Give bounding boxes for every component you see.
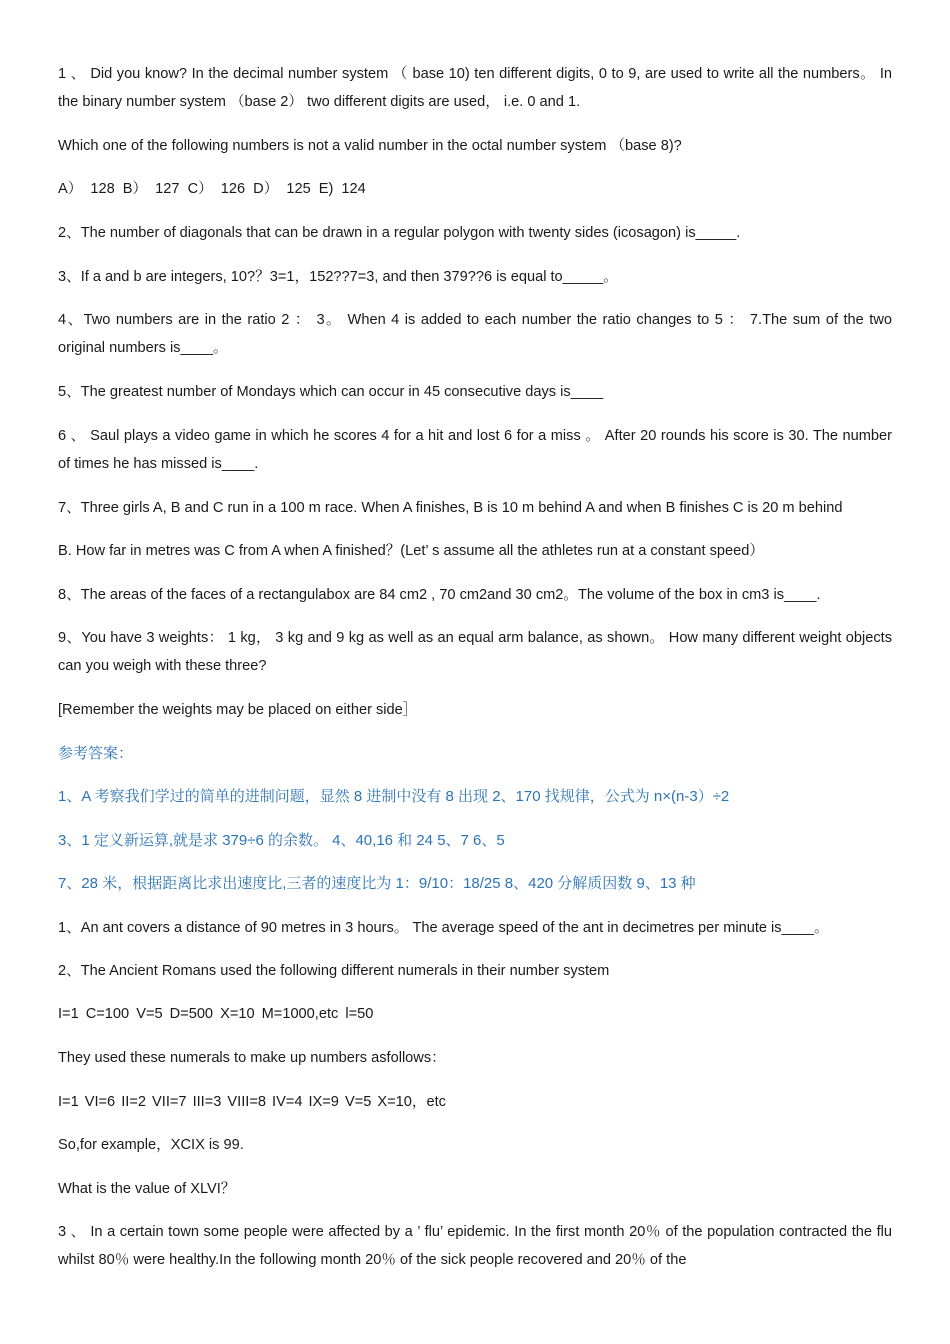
question-1-intro: 1 、 Did you know? In the decimal number system （ base 10) ten different digits, 0 to 9, are used to write all the numbers。 In the binary number system （base 2） two different digits are used， i.e. 0 and 1. (58, 66, 892, 110)
answers-line-3: 7、28 米，根据距离比求出速度比,三者的速度比为 1：9/10：18/25 8、420 分解质因数 9、13 种 (58, 875, 696, 892)
question-1-options: A） 128 B） 127 C） 126 D） 125 E) 124 (58, 181, 366, 197)
question-7-line-2: B. How far in metres was C from A when A finished？(Let’ s assume all the athletes run at a constant speed） (58, 543, 764, 559)
roman-numerals-intro: They used these numerals to make up numbers asfollows： (58, 1050, 446, 1066)
question-6: 6 、 Saul plays a video game in which he scores 4 for a hit and lost 6 for a miss 。 After 20 rounds his score is 30. The number of times he has missed is____. (58, 428, 892, 472)
question-8: 8、The areas of the faces of a rectangulabox are 84 cm2 , 70 cm2and 30 cm2。The volume of the box in cm3 is____. (58, 587, 821, 603)
question-9: 9、You have 3 weights： 1 kg， 3 kg and 9 kg as well as an equal arm balance, as shown。 How many different weight objects can you weigh with these three? (58, 630, 892, 674)
answers-heading: 参考答案： (58, 745, 134, 762)
part-2-question-1: 1、An ant covers a distance of 90 metres in 3 hours。 The average speed of the ant in decimetres per minute is____。 (58, 920, 829, 936)
part-2-question-2: 2、The Ancient Romans used the following different numerals in their number system (58, 963, 610, 979)
roman-numerals-list-2: I=1 VI=6 II=2 VII=7 III=3 VIII=8 IV=4 IX=9 V=5 X=10，etc (58, 1094, 446, 1110)
question-4: 4、Two numbers are in the ratio 2 ： 3。 When 4 is added to each number the ratio changes to 5 ： 7.The sum of the two original numbers is____。 (58, 312, 892, 356)
part-2-question-3: 3 、 In a certain town some people were affected by a ’ flu’ epidemic. In the first month 20％ of the population contracted the flu whilst 80％ were healthy.In the following month 20％ of the sick people recovered and 20％ of the (58, 1224, 892, 1268)
roman-question: What is the value of XLVI？ (58, 1181, 236, 1197)
answers-line-2: 3、1 定义新运算,就是求 379÷6 的余数。 4、40,16 和 24 5、7 6、5 (58, 832, 505, 849)
question-9-note: [Remember the weights may be placed on either side］ (58, 702, 418, 718)
question-1-prompt: Which one of the following numbers is not a valid number in the octal number system （base 8)? (58, 138, 682, 154)
roman-example: So,for example，XCIX is 99. (58, 1137, 244, 1153)
roman-numerals-list-1: I=1 C=100 V=5 D=500 X=10 M=1000,etc l=50 (58, 1006, 374, 1022)
question-5: 5、The greatest number of Mondays which can occur in 45 consecutive days is____ (58, 384, 604, 400)
question-2: 2、The number of diagonals that can be drawn in a regular polygon with twenty sides (icosagon) is_____. (58, 225, 741, 241)
question-7-line-1: 7、Three girls A, B and C run in a 100 m race. When A finishes, B is 10 m behind A and when B finishes C is 20 m behind (58, 500, 843, 516)
question-3: 3、If a and b are integers, 10?？3=1，152??7=3, and then 379??6 is equal to_____。 (58, 269, 618, 285)
answers-line-1: 1、A 考察我们学过的简单的进制问题，显然 8 进制中没有 8 出现 2、170 找规律，公式为 n×(n-3）÷2 (58, 788, 730, 805)
